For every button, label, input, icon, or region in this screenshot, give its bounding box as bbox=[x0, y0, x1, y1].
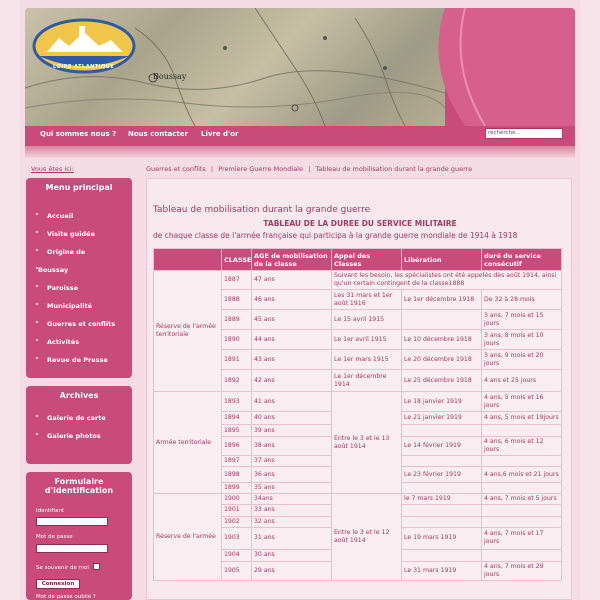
identifiant-label: Identifiant bbox=[36, 508, 65, 514]
liberation-cell bbox=[402, 456, 482, 467]
table-description: de chaque classe de l'armée française qui participa à la grande guerre mondiale de 1914 à 1918 bbox=[153, 231, 518, 240]
logo-subtitle: LOIRE ATLANTIQUE bbox=[53, 64, 115, 70]
age-cell: 40 ans bbox=[252, 412, 332, 425]
map-town-label: Boussay bbox=[153, 72, 187, 81]
age-cell: 33 ans bbox=[252, 505, 332, 516]
liberation-cell: Le 10 décembre 1918 bbox=[402, 330, 482, 350]
duree-cell bbox=[482, 549, 562, 561]
category-cell: Armée territoriale bbox=[154, 392, 222, 494]
age-cell: 41 ans bbox=[252, 392, 332, 412]
classe-cell: 1896 bbox=[222, 437, 252, 456]
nav-livre-dor[interactable]: Livre d'or bbox=[201, 130, 239, 138]
nav-nous-contacter[interactable]: Nous contacter bbox=[128, 130, 188, 138]
liberation-cell bbox=[402, 483, 482, 494]
age-cell: 43 ans bbox=[252, 350, 332, 370]
liberation-cell bbox=[402, 505, 482, 516]
duree-cell bbox=[482, 456, 562, 467]
appel-cell: Les 31 mars et 1er août 1916 bbox=[332, 290, 402, 310]
age-cell: 38 ans bbox=[252, 437, 332, 456]
liberation-cell: Le 14 février 1919 bbox=[402, 437, 482, 456]
menu-item-paroisse[interactable]: Paroisse bbox=[36, 284, 132, 302]
header-cell: CLASSE bbox=[222, 249, 252, 271]
classe-cell: 1899 bbox=[222, 483, 252, 494]
classe-cell: 1897 bbox=[222, 456, 252, 467]
liberation-cell: Le 20 décembre 1918 bbox=[402, 350, 482, 370]
age-cell: 35 ans bbox=[252, 483, 332, 494]
liberation-cell: Le 25 décembre 1918 bbox=[402, 370, 482, 392]
table-subtitle: TABLEAU DE LA DUREE DU SERVICE MILITAIRE bbox=[263, 219, 457, 228]
appel-cell: Suivant les besoin, les spécialistes ont été appelés dès août 1914, ainsi qu'un certain contingent de la classe1888 bbox=[332, 271, 562, 290]
liberation-cell bbox=[402, 310, 482, 330]
duree-cell: 4 ans, 7 mois et 17 jours bbox=[482, 527, 562, 549]
header-cell: AGE de mobilisation de la classe bbox=[252, 249, 332, 271]
classe-cell: 1892 bbox=[222, 370, 252, 392]
category-cell: Réserve de l'armée bbox=[154, 494, 222, 580]
table-row bbox=[154, 494, 562, 505]
category-cell: Réserve de l'armée territoriale bbox=[154, 271, 222, 392]
classe-cell: 1902 bbox=[222, 516, 252, 527]
age-cell: 30 ans bbox=[252, 549, 332, 561]
duree-cell bbox=[482, 505, 562, 516]
duree-cell: 3 ans, 9 mois et 20 jours bbox=[482, 350, 562, 370]
classe-cell: 1903 bbox=[222, 527, 252, 549]
classe-cell: 1898 bbox=[222, 467, 252, 483]
top-navigation bbox=[25, 126, 575, 146]
menu-item-municipalite[interactable]: Municipalité bbox=[36, 302, 132, 320]
remember-label: Se souvenir de moi bbox=[36, 565, 89, 571]
liberation-cell bbox=[402, 549, 482, 561]
password-field[interactable] bbox=[36, 544, 108, 553]
login-box bbox=[26, 472, 132, 600]
archives-box bbox=[26, 386, 132, 464]
liberation-cell bbox=[402, 425, 482, 437]
age-cell: 44 ans bbox=[252, 330, 332, 350]
classe-cell: 1890 bbox=[222, 330, 252, 350]
classe-cell: 1895 bbox=[222, 425, 252, 437]
duree-cell bbox=[482, 516, 562, 527]
classe-cell: 1889 bbox=[222, 310, 252, 330]
login-title: Formulaire d'identification bbox=[44, 477, 114, 495]
you-are-here-label: Vous êtes ici: bbox=[31, 165, 74, 173]
remember-checkbox[interactable] bbox=[93, 563, 100, 570]
header-cell: duré du service consécutif bbox=[482, 249, 562, 271]
decorative-swirl bbox=[405, 8, 575, 126]
header-cell: Libération bbox=[402, 249, 482, 271]
duree-cell: 3 ans, 7 mois et 15 jours bbox=[482, 310, 562, 330]
archives-item-photos[interactable]: Galerie photos bbox=[36, 432, 132, 450]
menu-item-origine[interactable]: Origine de bbox=[36, 248, 132, 266]
age-cell: 29 ans bbox=[252, 561, 332, 580]
age-cell: 34ans bbox=[252, 494, 332, 505]
liberation-cell: Le 31 mars 1919 bbox=[402, 561, 482, 580]
main-menu-title: Menu principal bbox=[45, 183, 113, 192]
header-banner bbox=[25, 8, 575, 126]
breadcrumb-sep: | bbox=[308, 165, 311, 173]
appel-cell: Le 1er mars 1915 bbox=[332, 350, 402, 370]
archives-item-cartes[interactable]: Galerie de carte bbox=[36, 414, 132, 432]
duree-cell: 4 ans, 6 mois et 12 jours bbox=[482, 437, 562, 456]
classe-cell: 1904 bbox=[222, 549, 252, 561]
breadcrumb-premiere-guerre[interactable]: Premiere Guerre Mondiale bbox=[218, 165, 303, 173]
menu-item-boussay[interactable]: Boussay bbox=[36, 266, 132, 284]
age-cell: 36 ans bbox=[252, 467, 332, 483]
duree-cell: De 32 à 28 mois bbox=[482, 290, 562, 310]
liberation-cell: Le 21 janvier 1919 bbox=[402, 412, 482, 425]
breadcrumb bbox=[146, 165, 475, 173]
classe-cell: 1905 bbox=[222, 561, 252, 580]
liberation-cell: le 7 mars 1919 bbox=[402, 494, 482, 505]
main-menu-box bbox=[26, 178, 132, 378]
appel-cell: Entre le 3 et le 12 août 1914 bbox=[332, 494, 402, 580]
age-cell: 45 ans bbox=[252, 310, 332, 330]
archives-title: Archives bbox=[59, 391, 99, 400]
duree-cell bbox=[482, 483, 562, 494]
age-cell: 32 ans bbox=[252, 516, 332, 527]
duree-cell bbox=[482, 425, 562, 437]
nav-shadow-strip bbox=[25, 146, 575, 158]
age-cell: 37 ans bbox=[252, 456, 332, 467]
classe-cell: 1894 bbox=[222, 412, 252, 425]
age-cell: 47 ans bbox=[252, 271, 332, 290]
breadcrumb-sep: | bbox=[210, 165, 214, 173]
classe-cell: 1901 bbox=[222, 505, 252, 516]
header-cell bbox=[154, 249, 222, 271]
duree-cell: 4 ans, 7 mois et 29 jours bbox=[482, 561, 562, 580]
duree-cell: 4 ans,6 mois et 21 jours bbox=[482, 467, 562, 483]
table-row bbox=[154, 392, 562, 412]
duree-cell: 3 ans, 8 mois et 10 jours bbox=[482, 330, 562, 350]
duree-cell: 4 ans, 5 mois et 16 jours bbox=[482, 392, 562, 412]
classe-cell: 1893 bbox=[222, 392, 252, 412]
age-cell: 31 ans bbox=[252, 527, 332, 549]
liberation-cell: Le 19 mars 1919 bbox=[402, 527, 482, 549]
main-content bbox=[146, 178, 572, 600]
appel-cell: Le 15 avril 1915 bbox=[332, 310, 402, 330]
breadcrumb-current: Tableau de mobilisation durant la grande guerre bbox=[315, 165, 473, 173]
duree-cell: 4 ans et 25 jours bbox=[482, 370, 562, 392]
appel-cell: Entre le 3 et le 13 août 1914 bbox=[332, 392, 402, 494]
liberation-cell: Le 18 janvier 1919 bbox=[402, 392, 482, 412]
page-title: Tableau de mobilisation durant la grande guerre bbox=[153, 205, 371, 215]
login-button[interactable]: Connexion bbox=[36, 579, 80, 589]
liberation-cell: Le 1er décembre 1918 bbox=[402, 290, 482, 310]
breadcrumb-guerres[interactable]: Guerres et conflits bbox=[146, 165, 206, 173]
page bbox=[20, 0, 580, 600]
appel-cell: Le 1er avril 1915 bbox=[332, 330, 402, 350]
age-cell: 46 ans bbox=[252, 290, 332, 310]
duree-cell: 4 ans, 7 mois et 5 jours bbox=[482, 494, 562, 505]
menu-item-visite[interactable]: Visite guidée bbox=[36, 230, 132, 248]
username-field[interactable] bbox=[36, 517, 108, 526]
duree-cell: 4 ans, 5 mois et 19jours bbox=[482, 412, 562, 425]
classe-cell: 1887 bbox=[222, 271, 252, 290]
table-row bbox=[154, 271, 562, 290]
appel-cell: Le 1er décembre 1914 bbox=[332, 370, 402, 392]
nav-qui-sommes-nous[interactable]: Qui sommes nous ? bbox=[40, 130, 117, 138]
mobilisation-table bbox=[153, 248, 562, 581]
liberation-cell bbox=[402, 516, 482, 527]
menu-item-revue[interactable]: Revue de Presse bbox=[36, 356, 132, 374]
age-cell: 39 ans bbox=[252, 425, 332, 437]
age-cell: 42 ans bbox=[252, 370, 332, 392]
search-input[interactable]: recherche... bbox=[485, 128, 563, 139]
menu-item-accueil[interactable]: Accueil bbox=[36, 212, 132, 230]
classe-cell: 1891 bbox=[222, 350, 252, 370]
classe-cell: 1888 bbox=[222, 290, 252, 310]
liberation-cell: Le 23 février 1919 bbox=[402, 467, 482, 483]
forgot-password-link[interactable]: Mot de passe oublié ? bbox=[36, 594, 96, 600]
classe-cell: 1900 bbox=[222, 494, 252, 505]
password-label: Mot de passe bbox=[36, 534, 73, 540]
header-cell: Appel des Classes bbox=[332, 249, 402, 271]
menu-item-activites[interactable]: Activités bbox=[36, 338, 132, 356]
menu-item-guerres[interactable]: Guerres et conflits bbox=[36, 320, 132, 338]
